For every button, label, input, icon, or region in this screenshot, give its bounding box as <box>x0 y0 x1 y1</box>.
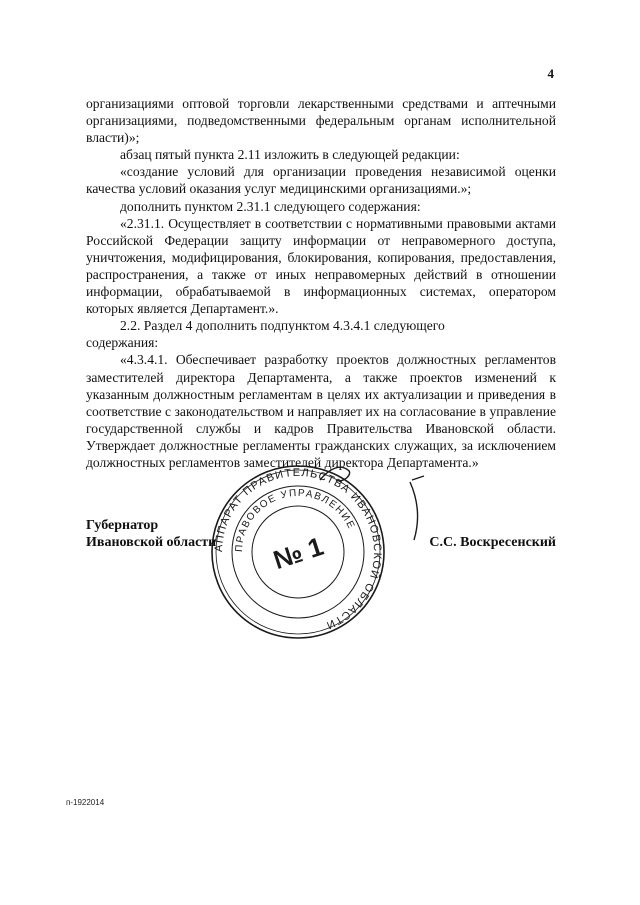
stamp-outer-text: АППАРАТ ПРАВИТЕЛЬСТВА ИВАНОВСКОЙ ОБЛАСТИ <box>212 466 384 632</box>
paragraph-add-2-31-1: дополнить пунктом 2.31.1 следующего содержания: <box>120 198 421 214</box>
clause-2-2-continuation: содержания: <box>86 335 159 351</box>
stamp-number: № 1 <box>269 530 328 576</box>
clause-2-2: 2.2. Раздел 4 дополнить подпунктом 4.3.4.1 следующего <box>120 318 445 334</box>
paragraph-text-2-31-1: «2.31.1. Осуществляет в соответствии с нормативными правовыми актами Российской Федерации защиту информации от неправомерного доступа, уничтожения, модифицирования, блокирования, копирования, предоставления, распространения, а также от иных неправомерных действий в отношении информации, обрабатываемой в информационных системах, оператором которых является Департамент.». <box>86 215 556 317</box>
signature-block <box>86 517 556 577</box>
paragraph-continuation: организациями оптовой торговли лекарственными средствами и аптечными организациями, подведомственными федеральным органам исполнительной власти)»; <box>86 96 556 146</box>
document-body <box>86 95 556 471</box>
signatory-title-line2: Ивановской области <box>86 535 217 550</box>
paragraph-4-3-4-1: «4.3.4.1. Обеспечивает разработку проектов должностных регламентов заместителей директора Департамента, а также проектов изменений к указанным должностным регламентам в целях их актуализации и приведения в соответствие с законодательством и направляет их на согласование в управление государственной службы и кадров Правительства Ивановской области. Утверждает должностные регламенты гражданских служащих, за исключением должностных регламентов заместителей директора Департамента.» <box>86 352 556 470</box>
stamp-inner-text: ПРАВОВОЕ УПРАВЛЕНИЕ <box>233 487 357 553</box>
page-number: 4 <box>547 66 554 81</box>
signatory-title-line1: Губернатор <box>86 518 159 533</box>
paragraph-new-text-2-11: «создание условий для организации проведения независимой оценки качества условий оказания услуг медицинскими организациями.»; <box>86 164 556 197</box>
signatory-name: С.С. Воскресенский <box>429 535 556 550</box>
document-code: п-1922014 <box>66 798 105 807</box>
paragraph-amend-2-11: абзац пятый пункта 2.11 изложить в следующей редакции: <box>120 147 460 163</box>
signatory-title <box>86 517 216 551</box>
